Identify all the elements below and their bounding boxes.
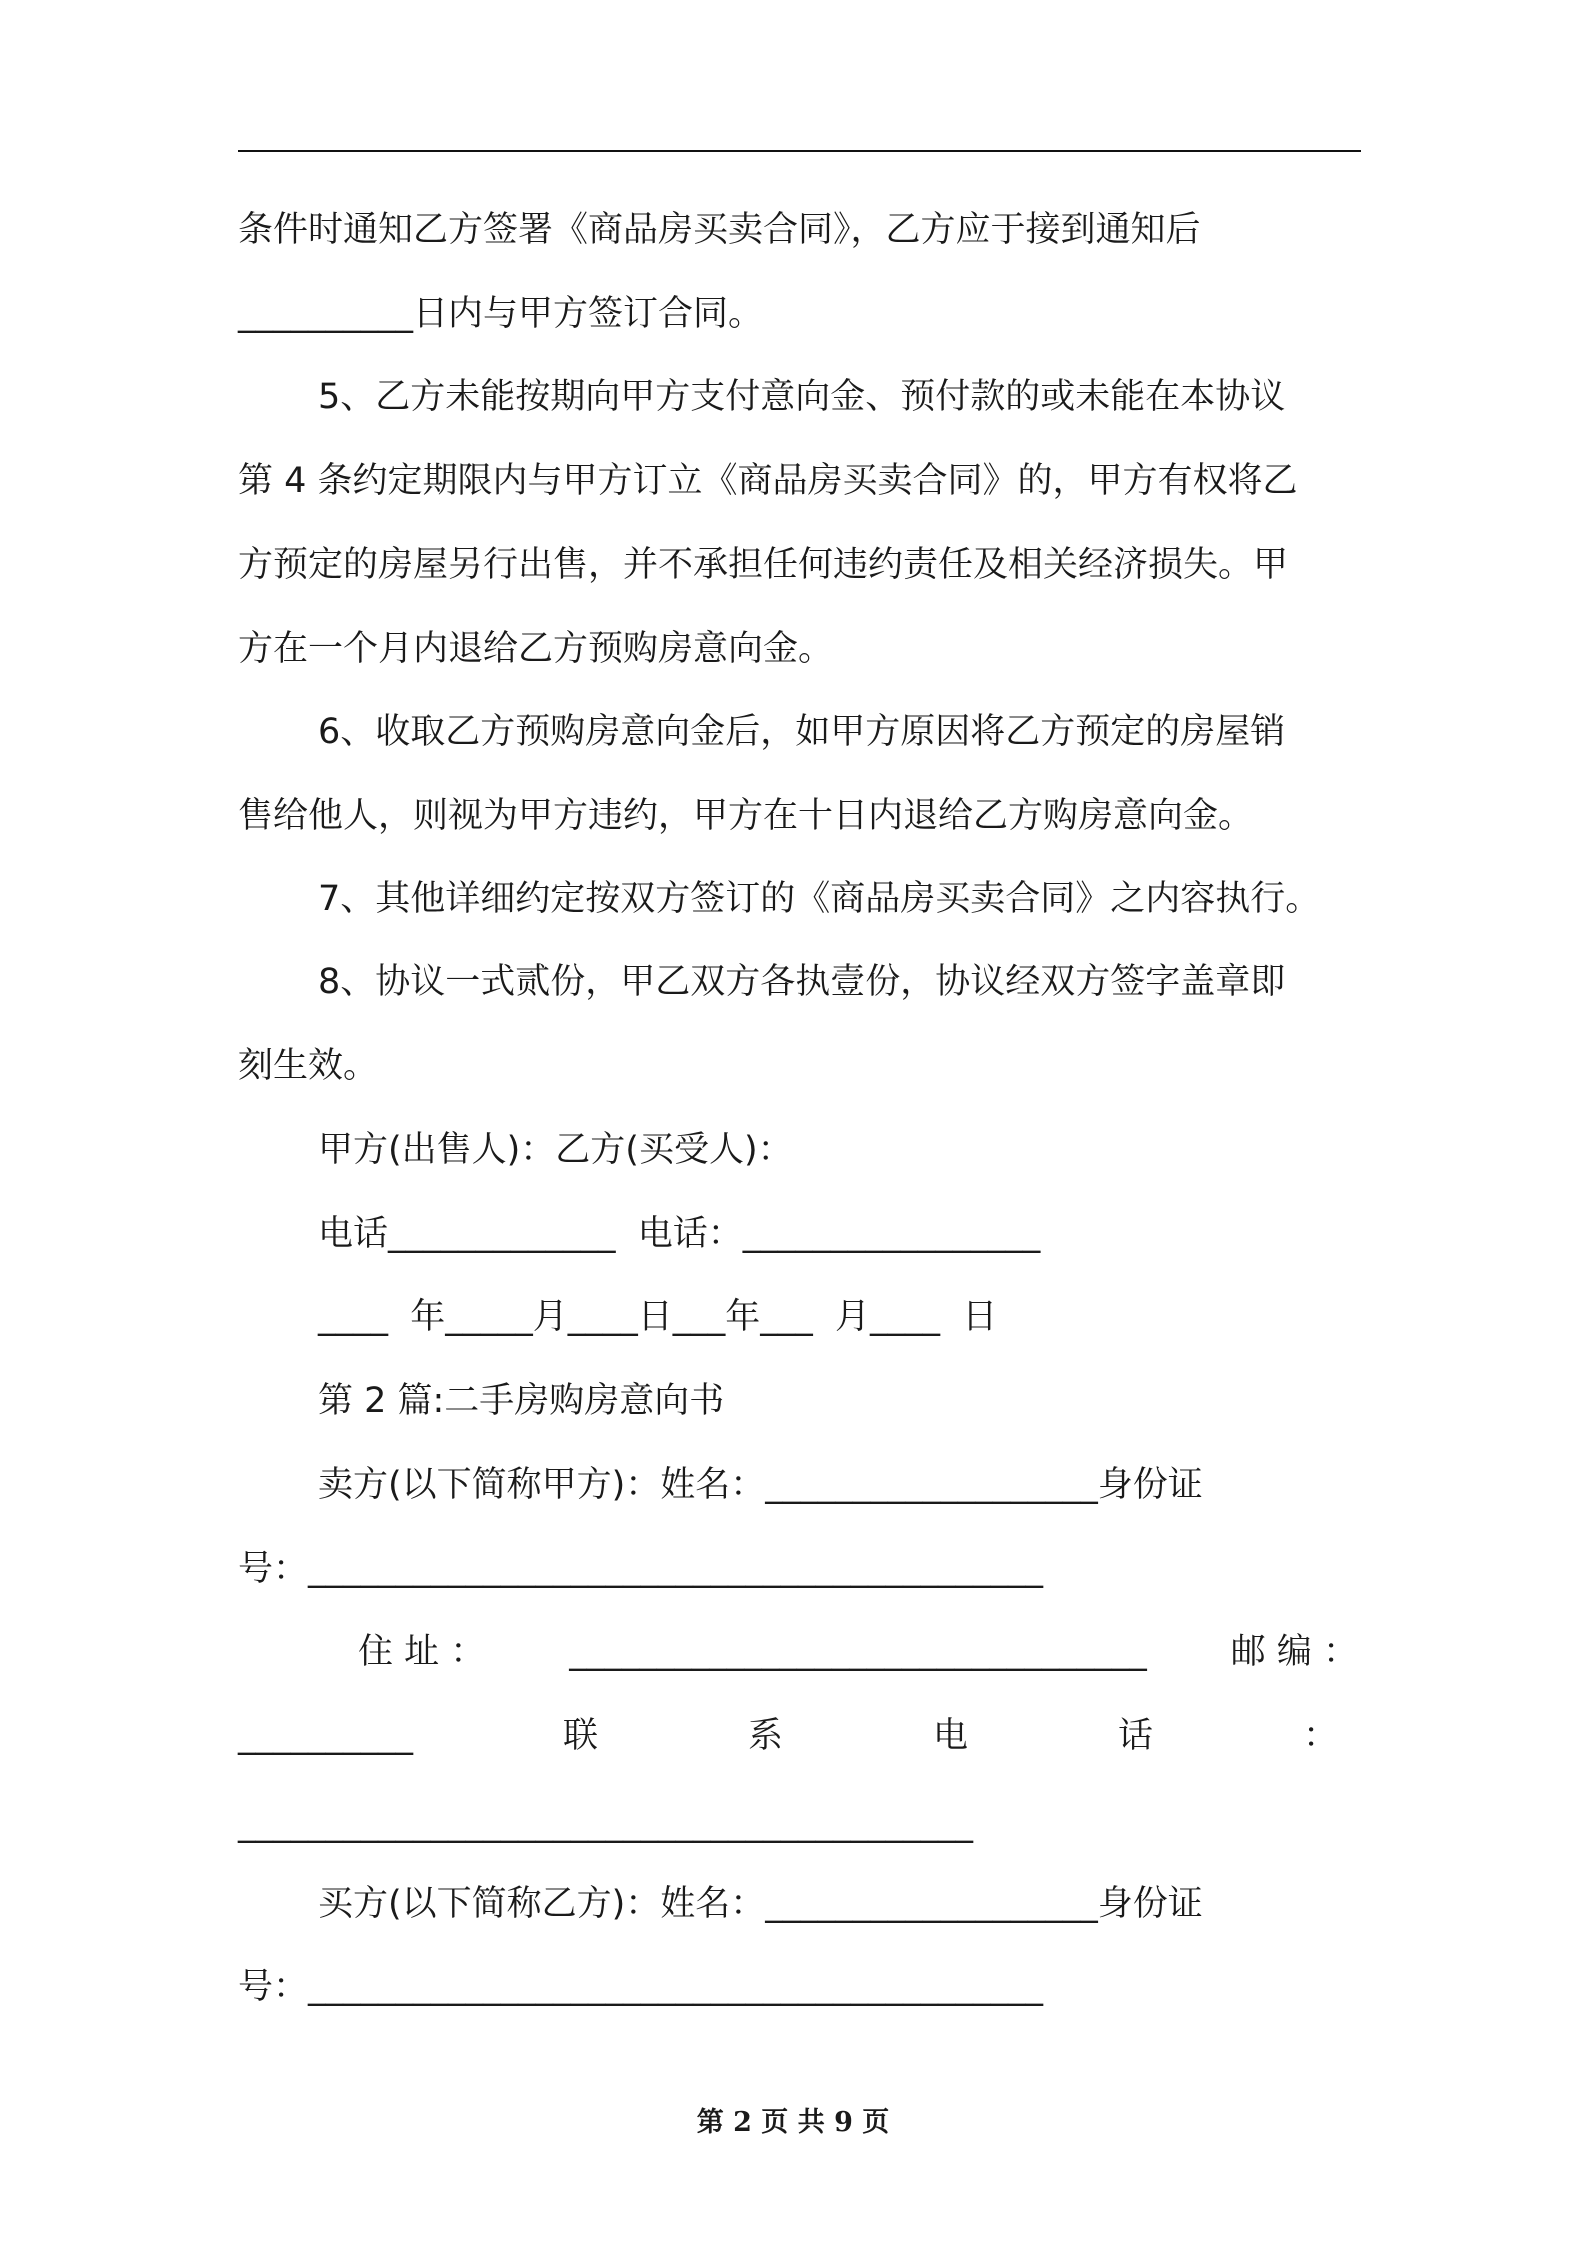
clause-5-line-4: 方在一个月内退给乙方预购房意向金。 xyxy=(238,629,834,669)
phone-char: ： xyxy=(1302,1716,1338,1756)
header-rule xyxy=(238,150,1361,152)
seller-phone-blank-line: __________________________________________ xyxy=(238,1804,973,1844)
clause-8-line-2: 刻生效。 xyxy=(238,1046,379,1086)
postcode-blank: __________ xyxy=(238,1716,413,1756)
buyer-id-line: 号：__________________________________________ xyxy=(238,1967,1044,2007)
clause-8-line-1: 8、协议一式贰份，甲乙双方各执壹份，协议经双方签字盖章即 xyxy=(318,962,1286,1002)
section-heading: 第 2 篇:二手房购房意向书 xyxy=(318,1381,725,1421)
clause-5-line-2: 第 4 条约定期限内与甲方订立《商品房买卖合同》的，甲方有权将乙 xyxy=(238,461,1298,501)
clause-7-line: 7、其他详细约定按双方签订的《商品房买卖合同》之内容执行。 xyxy=(318,879,1321,919)
seller-name-line: 卖方(以下简称甲方)：姓名：___________________身份证 xyxy=(318,1465,1203,1505)
seller-address-line xyxy=(358,1628,1358,1676)
address-label: 住 址 ： xyxy=(358,1632,486,1672)
seller-phone-line xyxy=(238,1712,1338,1760)
phone-char: 系 xyxy=(747,1716,783,1756)
page-footer: 第 2 页 共 9 页 xyxy=(696,2107,890,2138)
phone-line: 电话_____________ 电话：_________________ xyxy=(318,1214,1041,1254)
parties-line: 甲方(出售人)：乙方(买受人)： xyxy=(318,1130,793,1170)
date-line: ____ 年_____月____日___年___ 月____ 日 xyxy=(318,1297,998,1337)
postcode-label: 邮 编 ： xyxy=(1230,1632,1358,1672)
clause-5-line-1: 5、乙方未能按期向甲方支付意向金、预付款的或未能在本协议 xyxy=(318,377,1286,417)
phone-char: 话 xyxy=(1117,1716,1153,1756)
clause-5-line-3: 方预定的房屋另行出售，并不承担任何违约责任及相关经济损失。甲 xyxy=(238,545,1289,585)
phone-char: 联 xyxy=(562,1716,598,1756)
clause-6-line-2: 售给他人，则视为甲方违约，甲方在十日内退给乙方购房意向金。 xyxy=(238,796,1254,836)
address-blank: _________________________________ xyxy=(569,1632,1147,1672)
phone-char: 电 xyxy=(932,1716,968,1756)
buyer-name-line: 买方(以下简称乙方)：姓名：___________________身份证 xyxy=(318,1884,1203,1924)
text-line-2: __________日内与甲方签订合同。 xyxy=(238,294,764,334)
text-line-1: 条件时通知乙方签署《商品房买卖合同》，乙方应于接到通知后 xyxy=(238,210,1201,250)
seller-id-line: 号：__________________________________________ xyxy=(238,1549,1044,1589)
clause-6-line-1: 6、收取乙方预购房意向金后，如甲方原因将乙方预定的房屋销 xyxy=(318,712,1286,752)
